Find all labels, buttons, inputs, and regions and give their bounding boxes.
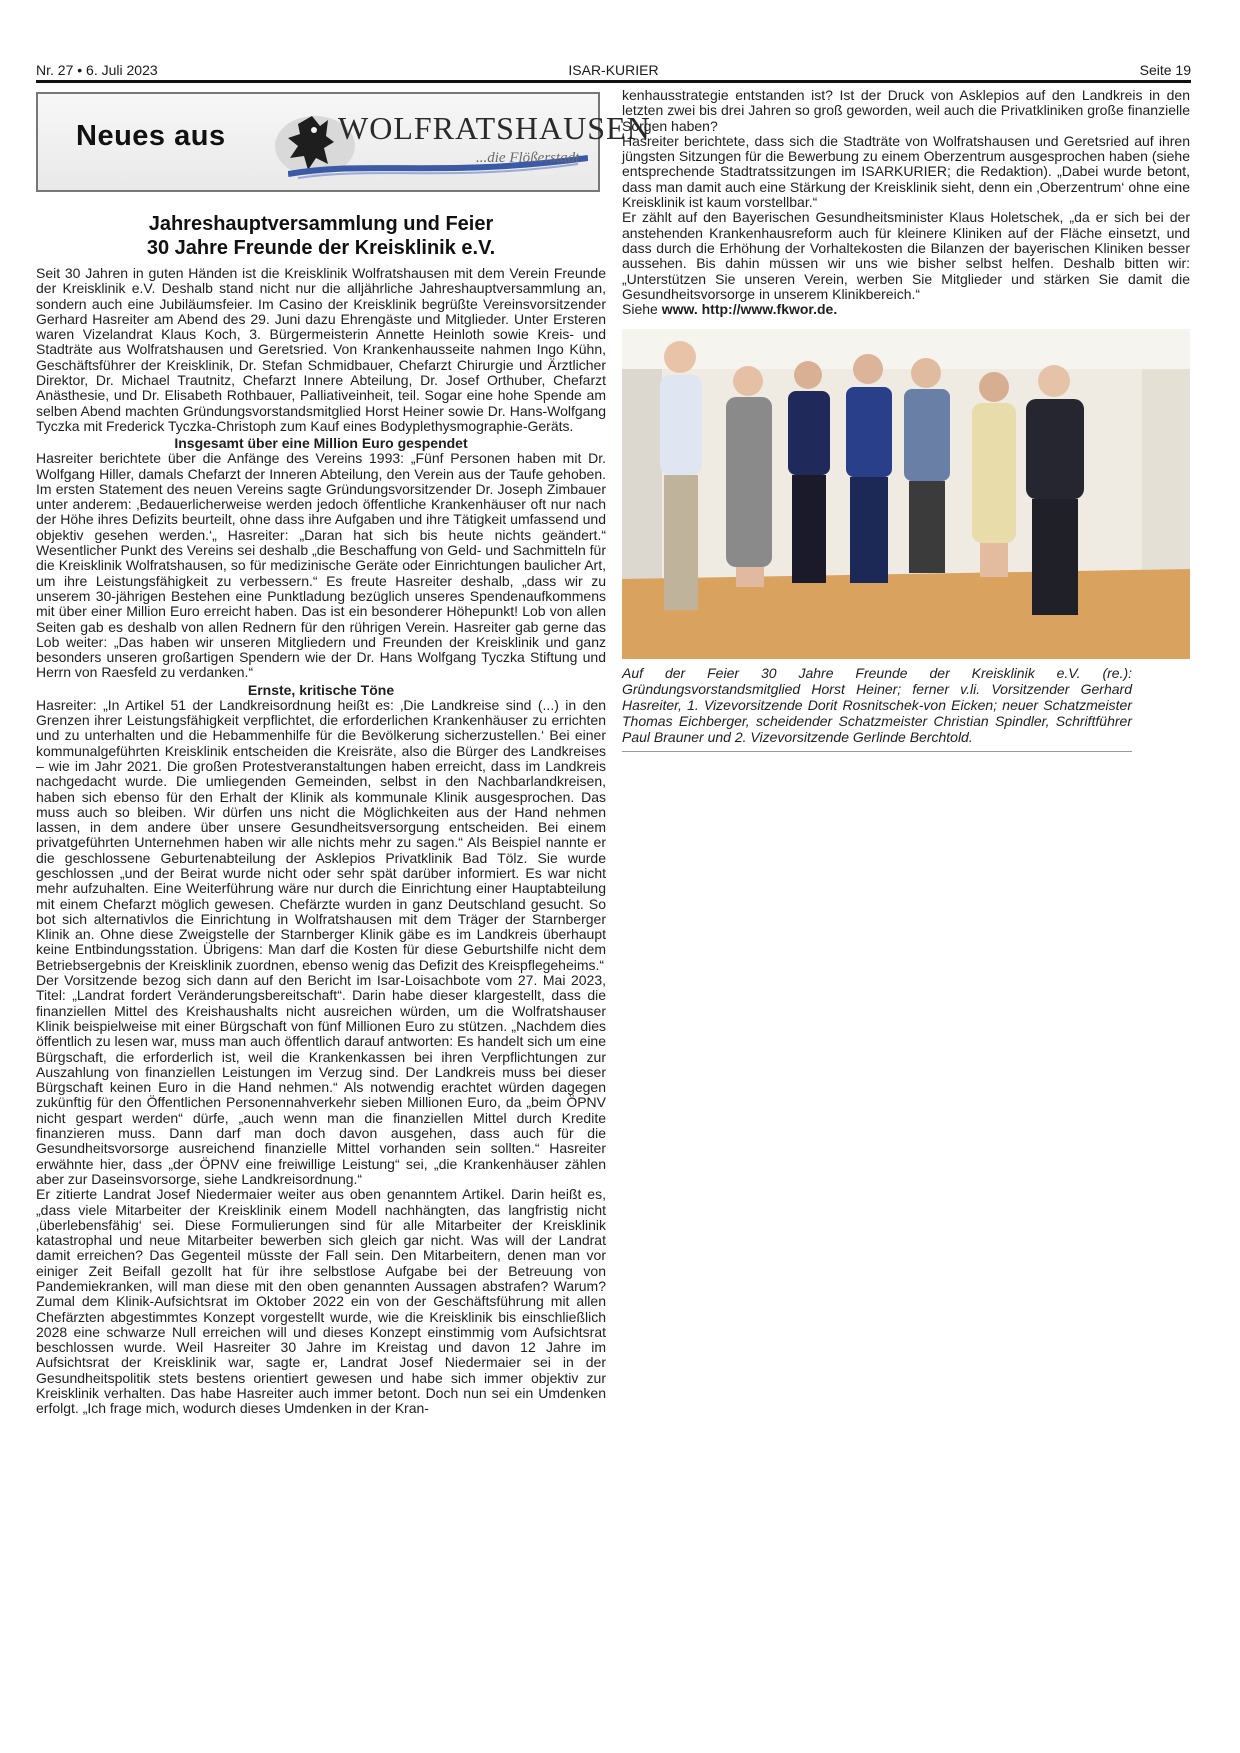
masthead-prefix: Neues aus [76,120,226,152]
paragraph: Hasreiter: „In Artikel 51 der Landkreisordnung heißt es: ‚Die Landkreise sind (...) in den Grenzen ihrer Leistungsfähigkeit verpflichtet, die erforderlichen Krankenhäuser zu errichten und zu unterhalten und die Hebammenhilfe für die Bevölkerung sicherzustellen.‘ Bei einer kommunalgeführten Kreisklinik entscheiden die Kreisräte, also die Bürger des Landkreises – wie im Jahr 2021. Die großen Protestveranstaltungen haben erreicht, dass im Landkreis nachgedacht wurde. Die umliegenden Gemeinden, selbst in den Nachbarlandkreisen, haben sich ebenso für den Erhalt der Klinik als kommunale Klinik ausgesprochen. Das muss auch so bleiben. Wir dürfen uns nicht die Möglichkeiten aus der Hand nehmen lassen, in dem andere über unsere Gesundheitsversorgung entscheiden. Bei einem privatgeführten Unternehmen haben wir alle nichts mehr zu sagen.“ Als Beispiel nannte er die geschlossene Geburtenabteilung der Asklepios Privatklinik Bad Tölz. Sie wurde geschlossen „und der Beirat wurde nicht oder sehr spät darüber informiert. Es war nicht mehr aufzuhalten. Eine Weiterführung wäre nur durch die Einrichtung einer Hauptabteilung mit einem Chefarzt möglich gewesen. Chefärzte wurden in ganz Deutschland gesucht. So bot sich alternativlos die Einrichtung in Wolfratshausen mit dem Träger der Starnberger Klinik an. Ohne diese Zweigstelle der Starnberger Klinik gäbe es im Landkreis überhaupt keine Entbindungsstation. Übrigens: Man darf die Kosten für diese Geburtshilfe nicht dem Betriebsergebnis der Kreisklinik zuordnen, ebenso wenig das Defizit des Kreispflegeheims.“ [36,696,606,973]
paragraph: Seit 30 Jahren in guten Händen ist die Kreisklinik Wolfratshausen mit dem Verein Freunde der Kreisklinik e.V. Deshalb stand nicht nur die alljährliche Jahreshauptversammlung an, sondern auch eine Jubiläumsfeier. Im Casino der Kreisklinik begrüßte Vereinsvorsitzender Gerhard Hasreiter am Abend des 29. Juni dazu Ehrengäste und Mitglieder. Unter Ersteren waren Vizelandrat Klaus Koch, 3. Bürgermeisterin Annette Heinloth sowie Kreis- und Stadträte aus Wolfratshausen und Geretsried. Von Krankenhausseite nahmen Ingo Kühn, Geschäftsführer der Kreisklinik, Dr. Stefan Schmidbauer, Chefarzt Chirurgie und Ärztlicher Direktor, Dr. Michael Trautnitz, Chefarzt Innere Abteilung, Dr. Josef Orthuber, Chefarzt Anästhesie, und Dr. Elisabeth Rothbauer, Palliativeinheit, teil. Sogar eine hohe Spende am selben Abend machten Gründungsvorstandsmitglied Horst Heiner sowie Dr. Hans-Wolfgang Tyczka mit Frederick Tyczka-Christoph zum Kauf eines Bodyplethysmographie-Geräts. [36,265,606,434]
page-number: Seite 19 [1139,62,1191,78]
paragraph: Hasreiter berichtete über die Anfänge des Vereins 1993: „Fünf Personen haben mit Dr. Wolfgang Hiller, damals Chefarzt der Inneren Abteilung, den Verein aus der Taufe gehoben. Im ersten Statement des neuen Vereins sagte Gründungsvorsitzender Dr. Joseph Zimbauer unter anderem: ‚Bedauerlicherweise werden jedoch öffentliche Krankenhäuser oft nur nach der Höhe ihres Defizits beurteilt, ohne dass ihre Aufgaben und ihre Tätigkeit umfassend und objektiv gesehen werden.‘„ Hasreiter: „Daran hat sich bis heute nichts geändert.“ Wesentlicher Punkt des Vereins sei deshalb „die Beschaffung von Geld- und Sachmitteln für die Kreisklinik Wolfratshausen, so für medizinische Geräte oder Einrichtungen baulicher Art, um ihre Leistungsfähigkeit zu verbessern.“ Es freute Hasreiter deshalb, „dass wir zu unserem 30-jährigen Bestehen eine Punktladung bezüglich unseres Spendenaufkommens mit über einer Million Euro erreicht haben. Das ist ein besonderer Höhepunkt! Lob von allen Seiten gab es deshalb von allen Rednern für den rührigen Verein. Hasreiter gab gerne das Lob weiter: „Das haben wir unseren Mitgliedern und Freunden der Kreisklinik und ganz besonders unseren großartigen Spendern wie der Dr. Hans Wolfgang Tyczka Stiftung und Herrn von Raesfeld zu verdanken.“ [36,450,606,681]
photo-caption: Auf der Feier 30 Jahre Freunde der Kreisklinik e.V. (re.): Gründungsvorstandsmitglied Horst Heiner; ferner v.li. Vorsitzender Gerhard Hasreiter, 1. Vizevorsitzende Dorit Rosnitschek-von Eicken; neuer Schatzmeister Thomas Eichberger, scheidender Schatzmeister Christian Spindler, Schriftführer Paul Brauner und 2. Vizevorsitzende Gerlinde Berchtold. [622,665,1132,752]
masthead-city: WOLFRATSHAUSEN [338,110,651,146]
paragraph: Hasreiter berichtete, dass sich die Stadträte von Wolfratshausen und Geretsried auf ihren jüngsten Sitzungen für die Bewerbung zu einem Oberzentrum ausgesprochen haben (siehe entsprechende Stadtratssitzungen im ISARKURIER; die Redaktion). „Dabei wurde betont, dass man damit auch eine Stärkung der Kreisklinik sieht, denn ein ‚Oberzentrum‘ ohne eine Kreisklinik ist kaum vorstellbar.“ [622,132,1190,211]
article-headline [36,212,606,260]
headline-line-1: Jahreshauptversammlung und Feier [148,213,494,235]
page-header [36,62,1191,80]
section-masthead [36,92,651,192]
paragraph: Er zitierte Landrat Josef Niedermaier weiter aus oben genanntem Artikel. Darin heißt es, „dass viele Mitarbeiter der Kreisklinik einem Modell nachhängten, das langfristig nicht ‚überlebensfähig‘ sei. Diese Formulierungen sind für alle Mitarbeiter der Kreisklinik katastrophal und neue Mitarbeiter bewerben sich gleich gar nicht. Was will der Landrat damit erreichen? Das Gegenteil müsste der Fall sein. Den Mitarbeitern, denen man vor einiger Zeit Beifall gezollt hat für ihre selbstlose Aufgabe bei der Betreuung von Pandemiekranken, will man diese mit den oben genannten Aussagen abstrafen? Warum? Zumal dem Klinik-Aufsichtsrat im Oktober 2022 ein von der Geschäftsführung mit allen Chefärzten abgestimmtes Konzept vorgestellt wurde, wie die Kreisklinik bis einschließlich 2028 eine schwarze Null erreichen will und dieses Konzept einstimmig vom Aufsichtsrat beschlossen wurde. Weil Hasreiter 30 Jahre im Kreistag und davon 12 Jahre im Aufsichtsrat der Kreisklinik war, sagte er, Landrat Josef Niedermaier sei in der Gesundheitspolitik stets bestens orientiert gewesen und habe sich immer objektiv zur Kreisklinik verhalten. Das habe Hasreiter auch immer betont. Doch nun sei ein Umdenken erfolgt. „Ich frage mich, wodurch dieses Umdenken in der Kran- [36,1186,606,1417]
issue-info: Nr. 27 • 6. Juli 2023 [36,62,158,78]
left-column [36,92,651,1417]
masthead-tagline: ...die Flößerstadt [476,150,580,166]
header-rule [36,80,1191,83]
group-photo-image [622,329,1190,659]
paragraph: Er zählt auf den Bayerischen Gesundheitsminister Klaus Holetschek, „da er sich bei der anstehenden Krankenhausreform auch für kleinere Kliniken auf der Fläche einsetzt, und dass durch die Erhöhung der Vorhaltekosten die Bilanzen der bayerischen Kliniken besser aussehen. Bis dahin müssen wir uns wie bisher selbst helfen. Deshalb bitten wir: „Unterstützen Sie unseren Verein, werben Sie Mitglieder und stärken Sie damit die Gesundheitsvorsorge in unserem Klinikbereich.“ [622,209,1190,302]
website-link[interactable]: www. http://www.fkwor.de. [661,301,838,318]
website-prefix: Siehe [622,301,662,318]
paragraph: kenhausstrategie entstanden ist? Ist der Druck von Asklepios auf den Landkreis in den letzten zwei bis drei Jahren so groß geworden, weil auch die Privatkliniken große finanzielle Sorgen haben? [622,87,1190,134]
paragraph: Der Vorsitzende bezog sich dann auf den Bericht im Isar-Loisachbote vom 27. Mai 2023, Titel: „Landrat fordert Veränderungsbereitschaft“. Darin habe dieser klargestellt, dass die finanziellen Mittel des Kreishaushalts nicht ausreichen würden, um die Wolfratshauser Klinik beispielweise mit einer Bürgschaft von fünf Millionen Euro zu stützen. „Nachdem dies öffentlich zu lesen war, muss man auch öffentlich darauf antworten: Es handelt sich um eine Bürgschaft, die erforderlich ist, weil die Krankenkassen bei ihren Verpflichtungen zur Auszahlung von finanziellen Leistungen im Verzug sind. Der Landkreis muss bei dieser Bürgschaft keinen Euro in die Hand nehmen.“ Als notwendig erachtet würden dagegen zukünftig für den Öffentlichen Personennahverkehr sieben Millionen Euro, da „beim ÖPNV nicht gespart werden“ dürfe, „auch wenn man die finanziellen Mittel durch Kredite finanzieren muss. Dann darf man doch davon ausgehen, dass auch für die Gesundheitsvorsorge ausreichend finanzielle Mittel vorhanden sein sollten.“ Hasreiter erwähnte hier, dass „der ÖPNV eine freiwillige Leistung“ sei, „die Krankenhäuser zählen aber zur Daseinsvorsorge, siehe Landkreisordnung.“ [36,972,606,1187]
subheading: Insgesamt über eine Million Euro gespendet [174,435,468,452]
subheading: Ernste, kritische Töne [247,681,395,698]
group-photo [622,329,1190,659]
article-body-left [36,266,606,1417]
right-column [622,88,1190,752]
website-line [622,302,1190,317]
paper-name: ISAR-KURIER [568,62,659,78]
headline-line-2: 30 Jahre Freunde der Kreisklinik e.V. [146,237,496,259]
article-body-right [622,88,1190,317]
